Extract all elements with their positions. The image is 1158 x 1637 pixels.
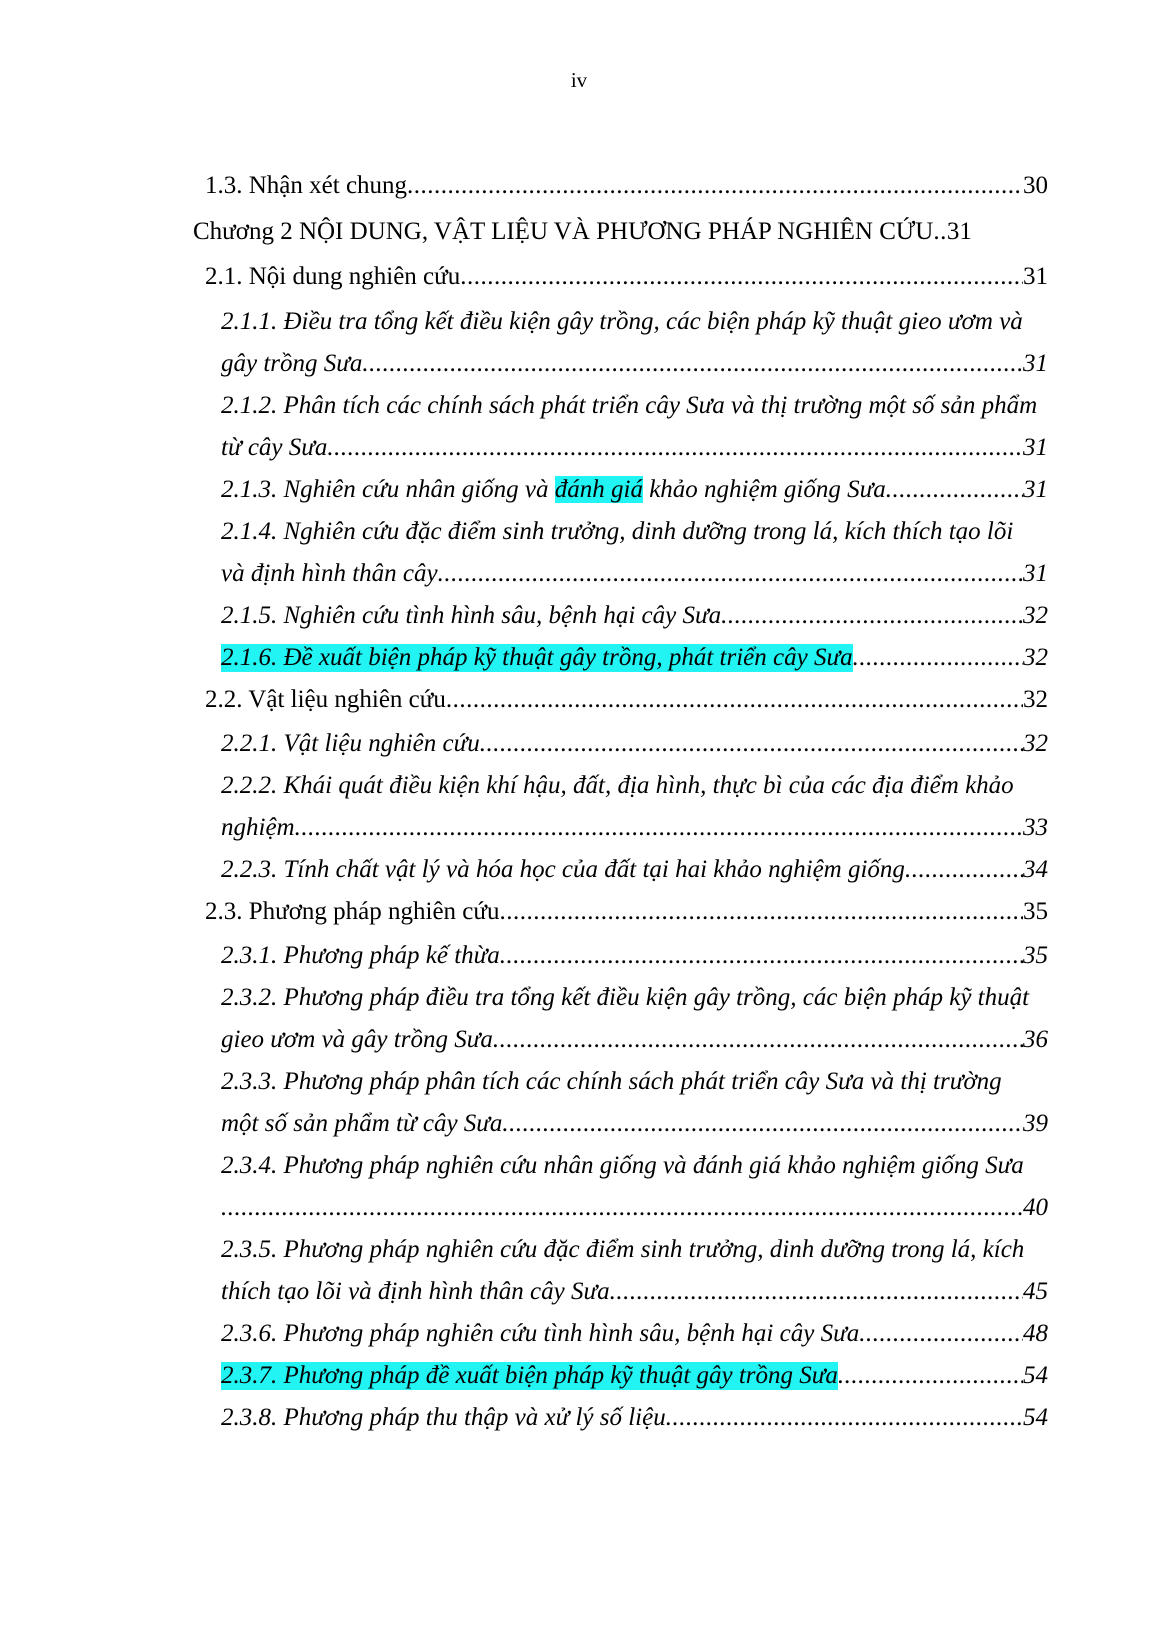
toc-title: 2.1.2. Phân tích các chính sách phát triển cây Sưa và thị trường một số sản phẩm — [221, 392, 1038, 419]
toc-title: 2.2.2. Khái quát điều kiện khí hậu, đất, địa hình, thực bì của các địa điểm khảo — [221, 772, 1014, 799]
toc-page: 48 — [1023, 1320, 1048, 1347]
toc-page: 35 — [1023, 898, 1048, 925]
toc-page: 40 — [1023, 1194, 1048, 1221]
leader-dots — [838, 1362, 1023, 1390]
leader-dots — [460, 263, 1023, 291]
toc-title — [221, 476, 886, 504]
toc-title: 2.1.1. Điều tra tổng kết điều kiện gây trồng, các biện pháp kỹ thuật gieo ươm và — [221, 308, 1023, 335]
toc-entry-2-1-4-line1[interactable] — [221, 518, 1048, 546]
toc-entry-2-1-6[interactable] — [221, 644, 1048, 672]
toc-entry-2-3[interactable] — [205, 898, 1048, 926]
toc-page: 35 — [1023, 942, 1048, 969]
leader-dots — [853, 644, 1023, 672]
toc-entry-2-3-7[interactable] — [221, 1362, 1048, 1390]
toc-title: nghiệm — [221, 814, 295, 841]
toc-page: 54 — [1023, 1362, 1048, 1389]
toc-entry-chapter-2[interactable] — [193, 218, 1048, 246]
toc-page: 30 — [1023, 172, 1048, 199]
highlighted-text: đánh giá — [554, 476, 643, 503]
toc-title: 2.3.7. Phương pháp đề xuất biện pháp kỹ thuật gây trồng Sưa — [221, 1362, 838, 1389]
toc-entry-2-1-1-line2[interactable] — [221, 350, 1048, 378]
toc-page: 39 — [1023, 1110, 1048, 1137]
toc-page: 36 — [1023, 1026, 1048, 1053]
leader-dots — [438, 560, 1023, 588]
toc-entry-2-3-6[interactable] — [221, 1320, 1048, 1348]
toc-entry-2-1-4-line2[interactable] — [221, 560, 1048, 588]
toc-entry-2-3-5-line2[interactable] — [221, 1278, 1048, 1306]
toc-title: từ cây Sưa — [221, 434, 328, 461]
leader-dots — [221, 1194, 1023, 1222]
toc-page: 31 — [946, 218, 972, 245]
toc-title: và định hình thân cây — [221, 560, 438, 587]
toc-title: một số sản phẩm từ cây Sưa — [221, 1110, 503, 1137]
toc-title: thích tạo lõi và định hình thân cây Sưa — [221, 1278, 610, 1305]
toc-page: 33 — [1023, 814, 1048, 841]
toc-page: 31 — [1023, 263, 1048, 290]
toc-entry-2-1-2-line1[interactable] — [221, 392, 1048, 420]
toc-page: 31 — [1023, 560, 1048, 587]
toc-title: 2.1.4. Nghiên cứu đặc điểm sinh trưởng, dinh dưỡng trong lá, kích thích tạo lõi — [221, 518, 1014, 545]
toc-title: 2.3. Phương pháp nghiên cứu — [205, 898, 500, 925]
toc-title: 2.1.6. Đề xuất biện pháp kỹ thuật gây trồng, phát triển cây Sưa — [221, 644, 853, 671]
leader-dots — [886, 476, 1023, 504]
toc-page: 31 — [1023, 434, 1048, 461]
toc-entry-2-3-2-line2[interactable] — [221, 1026, 1048, 1054]
toc-entry-2-3-8[interactable] — [221, 1404, 1048, 1432]
toc-title: 2.3.8. Phương pháp thu thập và xử lý số liệu — [221, 1404, 666, 1431]
leader-dots — [499, 898, 1023, 926]
leader-dots — [666, 1404, 1023, 1432]
toc-title: 2.3.6. Phương pháp nghiên cứu tình hình sâu, bệnh hại cây Sưa — [221, 1320, 860, 1347]
toc-entry-2-1-1-line1[interactable] — [221, 308, 1048, 336]
toc-entry-2-3-2-line1[interactable] — [221, 984, 1048, 1012]
toc-page: 45 — [1023, 1278, 1048, 1305]
toc-title-pre: 2.1.3. Nghiên cứu nhân giống và — [221, 476, 555, 503]
toc-entry-2-3-1[interactable] — [221, 942, 1048, 970]
toc-title: 2.3.1. Phương pháp kế thừa — [221, 942, 500, 969]
leader-dots — [905, 856, 1023, 884]
toc-entry-2-3-5-line1[interactable] — [221, 1236, 1048, 1264]
toc-title: gây trồng Sưa — [221, 350, 363, 377]
leader-dots — [493, 1026, 1023, 1054]
leader-dots — [446, 686, 1023, 714]
toc-entry-2-2-3[interactable] — [221, 856, 1048, 884]
toc-page: 34 — [1023, 856, 1048, 883]
toc-entry-2-3-3-line2[interactable] — [221, 1110, 1048, 1138]
toc-title: 2.3.3. Phương pháp phân tích các chính sách phát triển cây Sưa và thị trường — [221, 1068, 1002, 1095]
toc-title: 2.2. Vật liệu nghiên cứu — [205, 686, 446, 713]
toc-entry-2-3-3-line1[interactable] — [221, 1068, 1048, 1096]
toc-title: 2.2.3. Tính chất vật lý và hóa học của đất tại hai khảo nghiệm giống — [221, 856, 905, 883]
toc-page: 32 — [1023, 686, 1048, 713]
toc-title: 2.2.1. Vật liệu nghiên cứu — [221, 730, 480, 757]
leader-dots — [610, 1278, 1023, 1306]
toc-page: 31 — [1023, 476, 1048, 503]
toc-entry-2-2-2-line1[interactable] — [221, 772, 1048, 800]
leader-dots — [407, 172, 1023, 200]
toc-title: 2.3.5. Phương pháp nghiên cứu đặc điểm sinh trưởng, dinh dưỡng trong lá, kích — [221, 1236, 1025, 1263]
toc-entry-2-2[interactable] — [205, 686, 1048, 714]
toc-entry-2-2-1[interactable] — [221, 730, 1048, 758]
leader-dots — [295, 814, 1023, 842]
toc-entry-2-1-5[interactable] — [221, 602, 1048, 630]
toc-title-post: khảo nghiệm giống Sưa — [642, 476, 886, 503]
toc-entry-2-3-4-line1[interactable] — [221, 1152, 1048, 1180]
leader-dots — [859, 1320, 1023, 1348]
toc-title: Chương 2 NỘI DUNG, VẬT LIỆU VÀ PHƯƠNG PHÁP NGHIÊN CỨU — [193, 218, 934, 245]
toc-page: 32 — [1023, 730, 1048, 757]
toc-entry-2-3-4-line2[interactable] — [221, 1194, 1048, 1222]
leader-dots — [327, 434, 1023, 462]
toc-title: 2.3.2. Phương pháp điều tra tổng kết điều kiện gây trồng, các biện pháp kỹ thuật — [221, 984, 1030, 1011]
toc-title: 2.1. Nội dung nghiên cứu — [205, 263, 461, 290]
leader-dots — [480, 730, 1023, 758]
toc-title: gieo ươm và gây trồng Sưa — [221, 1026, 493, 1053]
toc-entry-2-2-2-line2[interactable] — [221, 814, 1048, 842]
leader-dots — [362, 350, 1023, 378]
toc-entry-2-1-2-line2[interactable] — [221, 434, 1048, 462]
toc-entry-2-1[interactable] — [205, 263, 1048, 291]
toc-entry-2-1-3[interactable] — [221, 476, 1048, 504]
leader-dots — [502, 1110, 1023, 1138]
toc-title: 2.1.5. Nghiên cứu tình hình sâu, bệnh hại cây Sưa — [221, 602, 722, 629]
leader-dots — [933, 218, 947, 246]
toc-page: 32 — [1023, 644, 1048, 671]
toc-title: 1.3. Nhận xét chung — [205, 172, 408, 199]
toc-page: 54 — [1023, 1404, 1048, 1431]
toc-page: 31 — [1023, 350, 1048, 377]
toc-title: 2.3.4. Phương pháp nghiên cứu nhân giống và đánh giá khảo nghiệm giống Sưa — [221, 1152, 1024, 1179]
toc-page: 32 — [1023, 602, 1048, 629]
leader-dots — [500, 942, 1023, 970]
leader-dots — [721, 602, 1023, 630]
page-number: iv — [570, 68, 588, 92]
toc-entry-1-3[interactable] — [205, 172, 1048, 200]
